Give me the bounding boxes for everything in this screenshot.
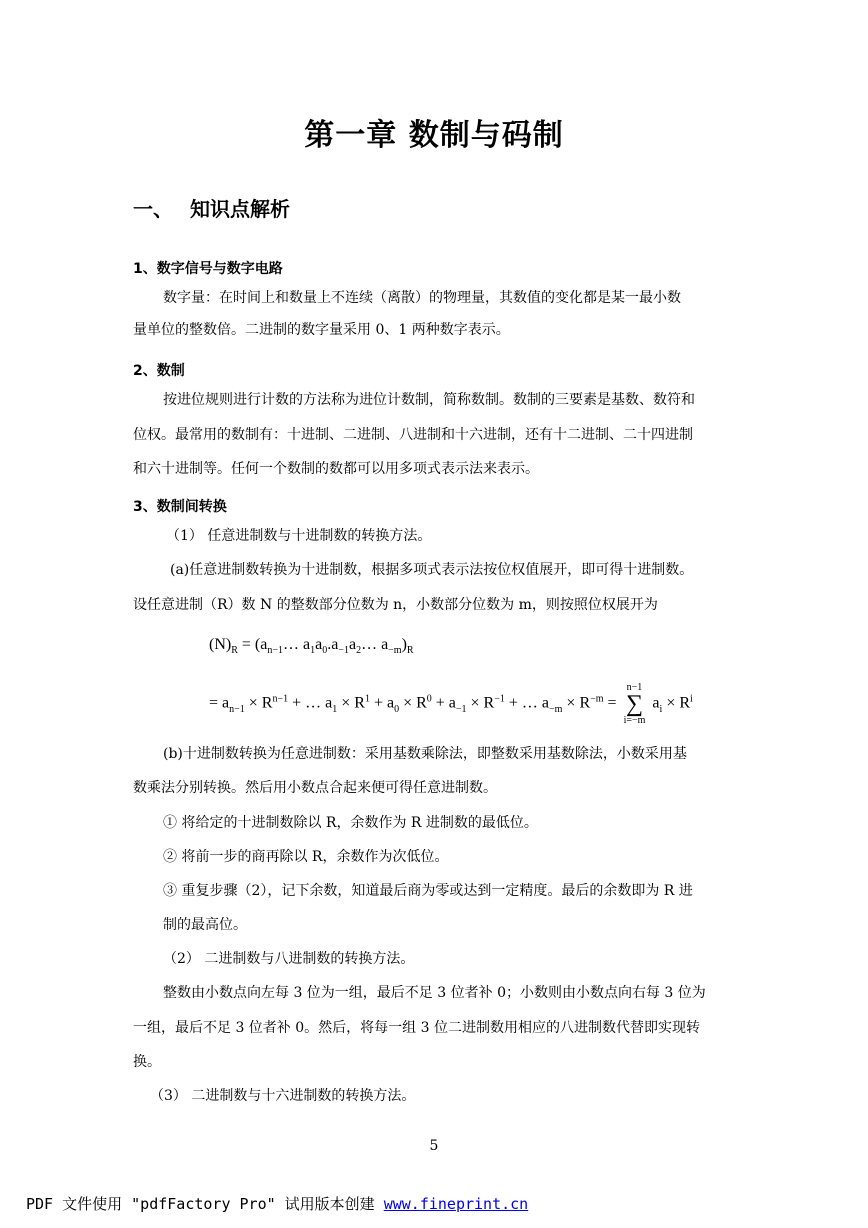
paragraph-line: 量单位的整数倍。二进制的数字量采用 0、1 两种数字表示。 (133, 322, 510, 338)
subsection-heading-1: 1、数字信号与数字电路 (133, 261, 283, 277)
section-heading (133, 193, 290, 222)
formula-line-2: = $a_{n-1} \times R^{n-1}$ + … $a_1 \times R^1 + a_0 \times R^0 + a_{-1} \times R^{-1}$ + … $a_{-m} \times R^{-m} = n-1$ ∑ i=−m $a_i \times R^i$ (209, 682, 693, 726)
footer-text: PDF 文件使用 "pdfFactory Pro" 试用版本创建 (26, 1195, 384, 1213)
paragraph-line: 换。 (133, 1054, 161, 1070)
section-number: 一、 (133, 197, 173, 221)
sub-item-1: （1） 任意进制数与十进制数的转换方法。 (166, 528, 432, 544)
paragraph-line: 按进位规则进行计数的方法称为进位计数制，简称数制。数制的三要素是基数、数符和 (163, 392, 695, 408)
paragraph-line: 位权。最常用的数制有：十进制、二进制、八进制和十六进制，还有十二进制、二十四进制 (133, 427, 693, 443)
paragraph-line: 制的最高位。 (163, 917, 247, 933)
paragraph-line: 一组，最后不足 3 位者补 0。然后，将每一组 3 位二进制数用相应的八进制数代替即实现转 (133, 1020, 700, 1036)
subsection-heading-3: 3、数制间转换 (133, 499, 227, 515)
summation-symbol: n−1 ∑ i=−m (623, 682, 646, 726)
paragraph-line: 设任意进制（R）数 N 的整数部分位数为 n，小数部分位数为 m，则按照位权展开为 (133, 597, 658, 613)
sub-item-3: （3） 二进制数与十六进制数的转换方法。 (150, 1088, 416, 1104)
paragraph-line: 数乘法分别转换。然后用小数点合起来便可得任意进制数。 (133, 780, 497, 796)
sub-item-2: （2） 二进制数与八进制数的转换方法。 (163, 951, 415, 967)
page-number: 5 (429, 1138, 439, 1154)
footer-link[interactable]: www.fineprint.cn (383, 1195, 529, 1213)
pdf-footer (26, 1193, 528, 1214)
step-item-3: ③ 重复步骤（2），记下余数，知道最后商为零或达到一定精度。最后的余数即为 R 进 (163, 883, 693, 899)
paragraph-line: (b)十进制数转换为任意进制数：采用基数乘除法，即整数采用基数除法，小数采用基 (163, 746, 687, 762)
subsection-heading-2: 2、数制 (133, 363, 185, 379)
chapter-title: 第一章 数制与码制 (304, 118, 564, 153)
step-item-1: ① 将给定的十进制数除以 R，余数作为 R 进制数的最低位。 (163, 815, 538, 831)
paragraph-line: 数字量：在时间上和数量上不连续（离散）的物理量，其数值的变化都是某一最小数 (163, 290, 681, 306)
formula-line-1: $(N)_R$ = ($a_{n-1}\dots$ $a_1a_0.a_{-1}a_2\dots$ $a_{-m})_R$ (209, 636, 414, 657)
section-title: 知识点解析 (190, 197, 290, 221)
paragraph-line: 整数由小数点向左每 3 位为一组，最后不足 3 位者补 0；小数则由小数点向右每 3 位为 (163, 985, 706, 1001)
paragraph-line: 和六十进制等。任何一个数制的数都可以用多项式表示法来表示。 (133, 461, 539, 477)
paragraph-line: (a)任意进制数转换为十进制数，根据多项式表示法按位权值展开，即可得十进制数。 (170, 562, 694, 578)
step-item-2: ② 将前一步的商再除以 R，余数作为次低位。 (163, 849, 449, 865)
